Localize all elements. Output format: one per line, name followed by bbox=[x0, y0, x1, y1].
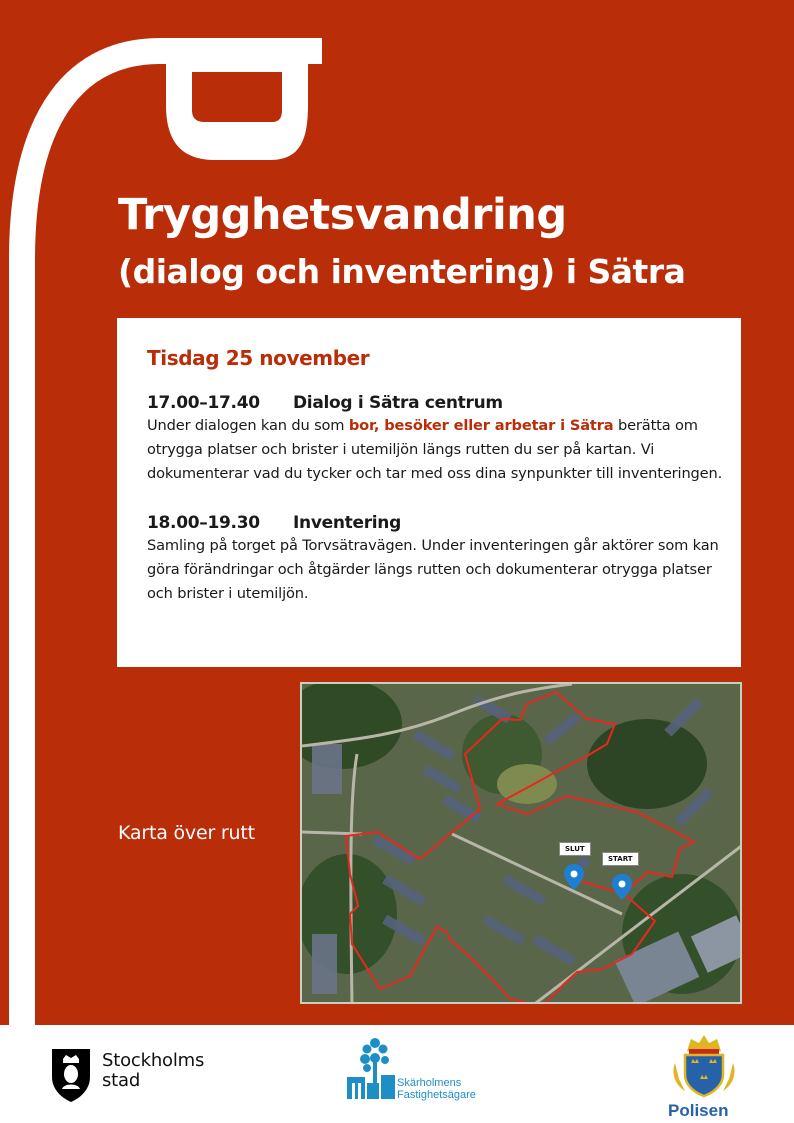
logo-text-line: stad bbox=[102, 1070, 141, 1091]
aerial-map-image bbox=[302, 684, 742, 1004]
session-dialog bbox=[147, 392, 741, 486]
highlighted-audience: bor, besöker eller arbetar i Sätra bbox=[348, 417, 614, 434]
session-title: Dialog i Sätra centrum bbox=[293, 393, 503, 413]
polisen-wordmark: Polisen bbox=[668, 1101, 729, 1120]
event-date: Tisdag 25 november bbox=[147, 346, 370, 370]
skarholmens-fastighetsagare-logo bbox=[345, 1037, 515, 1102]
stockholms-stad-wordmark bbox=[102, 1051, 204, 1091]
map-caption: Karta över rutt bbox=[118, 822, 255, 844]
police-crest-icon bbox=[665, 1033, 743, 1099]
description-text: Under dialogen kan du som bbox=[147, 417, 349, 434]
session-heading bbox=[147, 392, 741, 414]
page-title: Trygghetsvandring bbox=[118, 190, 567, 240]
session-inventory bbox=[147, 512, 741, 606]
session-description: Samling på torget på Torvsätravägen. Under inventeringen går aktörer som kan göra förändringar och åtgärder längs rutten och dokumenterar otrygga platser och brister i utemiljön. bbox=[147, 537, 719, 602]
route-map bbox=[300, 682, 742, 1004]
session-description bbox=[147, 414, 737, 486]
event-info-box bbox=[117, 318, 741, 667]
stockholm-shield-icon bbox=[50, 1047, 92, 1103]
footer-logos bbox=[0, 1025, 794, 1123]
session-time: 18.00–19.30 bbox=[147, 513, 260, 533]
polisen-logo bbox=[665, 1033, 745, 1123]
logo-text-line: Fastighetsägare bbox=[397, 1089, 476, 1101]
session-time: 17.00–17.40 bbox=[147, 393, 260, 413]
start-marker-label: START bbox=[602, 852, 639, 866]
stockholms-stad-logo bbox=[50, 1047, 220, 1107]
logo-text-line: Skärholmens bbox=[397, 1077, 462, 1089]
page-subtitle: (dialog och inventering) i Sätra bbox=[118, 252, 686, 291]
session-heading bbox=[147, 512, 741, 534]
logo-text-line: Stockholms bbox=[102, 1050, 205, 1071]
session-title: Inventering bbox=[293, 513, 401, 533]
description-text: berätta om otrygga platser och brister i utemiljön längs rutten du ser på kartan. Vi dokumenterar vad du tycker och tar med oss dina synpunkter till inventeringen. bbox=[147, 417, 723, 482]
end-marker-label: SLUT bbox=[559, 842, 591, 856]
skarholmens-wordmark bbox=[397, 1077, 476, 1101]
tree-building-icon bbox=[345, 1037, 397, 1099]
